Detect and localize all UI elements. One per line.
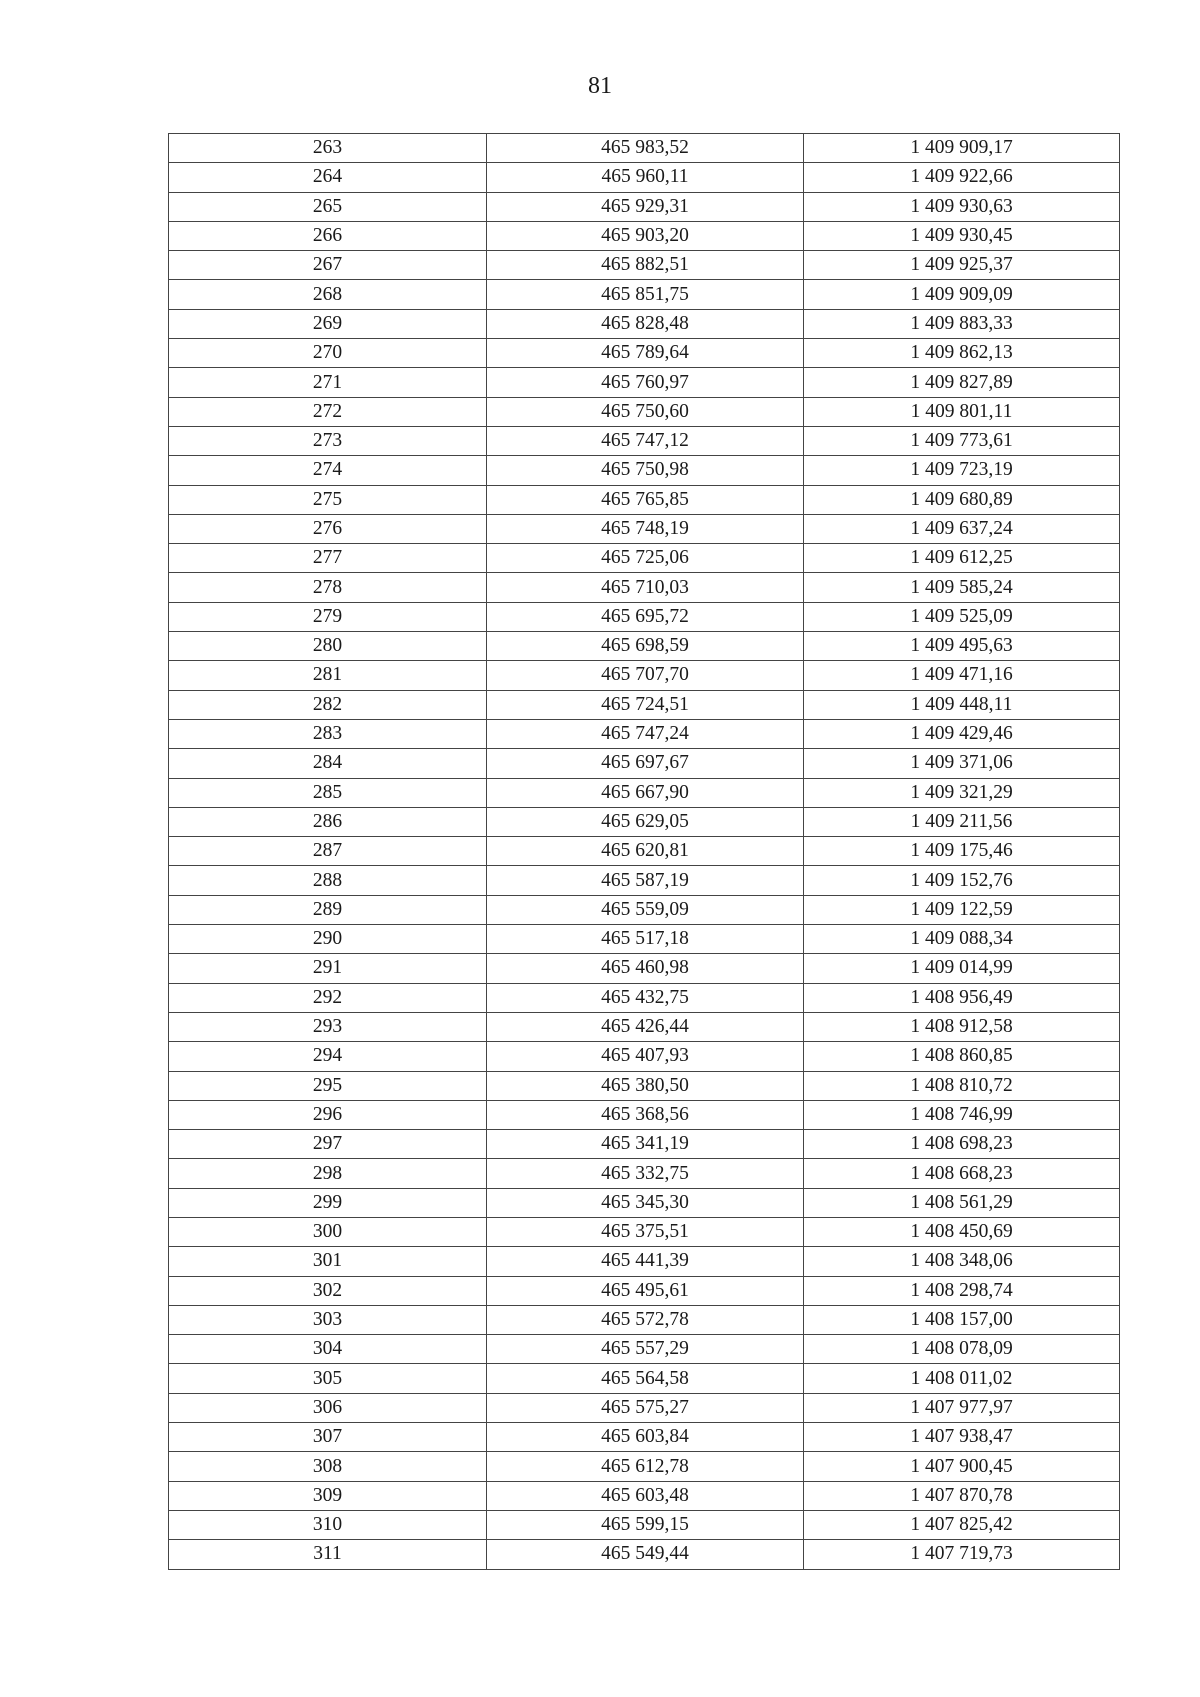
table-row (169, 1276, 1120, 1305)
x-coordinate-cell: 465 407,93 (487, 1042, 804, 1071)
x-coordinate-cell: 465 426,44 (487, 1012, 804, 1041)
table-row (169, 895, 1120, 924)
point-number-cell: 267 (169, 251, 487, 280)
table-row (169, 661, 1120, 690)
y-coordinate-cell: 1 407 938,47 (804, 1423, 1120, 1452)
table-row (169, 309, 1120, 338)
table-row (169, 1393, 1120, 1422)
y-coordinate-cell: 1 409 122,59 (804, 895, 1120, 924)
y-coordinate-cell: 1 409 909,17 (804, 134, 1120, 163)
point-number-cell: 309 (169, 1481, 487, 1510)
y-coordinate-cell: 1 408 011,02 (804, 1364, 1120, 1393)
y-coordinate-cell: 1 408 348,06 (804, 1247, 1120, 1276)
point-number-cell: 290 (169, 925, 487, 954)
x-coordinate-cell: 465 572,78 (487, 1305, 804, 1334)
table-row (169, 134, 1120, 163)
table-row (169, 837, 1120, 866)
point-number-cell: 281 (169, 661, 487, 690)
point-number-cell: 274 (169, 456, 487, 485)
point-number-cell: 299 (169, 1188, 487, 1217)
x-coordinate-cell: 465 851,75 (487, 280, 804, 309)
point-number-cell: 282 (169, 690, 487, 719)
point-number-cell: 266 (169, 221, 487, 250)
x-coordinate-cell: 465 828,48 (487, 309, 804, 338)
x-coordinate-cell: 465 341,19 (487, 1130, 804, 1159)
y-coordinate-cell: 1 408 746,99 (804, 1100, 1120, 1129)
table-row (169, 749, 1120, 778)
y-coordinate-cell: 1 409 448,11 (804, 690, 1120, 719)
point-number-cell: 301 (169, 1247, 487, 1276)
table-row (169, 1247, 1120, 1276)
x-coordinate-cell: 465 495,61 (487, 1276, 804, 1305)
y-coordinate-cell: 1 409 612,25 (804, 544, 1120, 573)
point-number-cell: 272 (169, 397, 487, 426)
table-row (169, 1335, 1120, 1364)
y-coordinate-cell: 1 408 450,69 (804, 1217, 1120, 1246)
point-number-cell: 283 (169, 719, 487, 748)
point-number-cell: 264 (169, 163, 487, 192)
x-coordinate-cell: 465 725,06 (487, 544, 804, 573)
y-coordinate-cell: 1 409 862,13 (804, 339, 1120, 368)
y-coordinate-cell: 1 408 860,85 (804, 1042, 1120, 1071)
x-coordinate-cell: 465 960,11 (487, 163, 804, 192)
x-coordinate-cell: 465 575,27 (487, 1393, 804, 1422)
point-number-cell: 291 (169, 954, 487, 983)
x-coordinate-cell: 465 747,24 (487, 719, 804, 748)
x-coordinate-cell: 465 698,59 (487, 632, 804, 661)
table-row (169, 866, 1120, 895)
x-coordinate-cell: 465 750,60 (487, 397, 804, 426)
x-coordinate-cell: 465 557,29 (487, 1335, 804, 1364)
point-number-cell: 287 (169, 837, 487, 866)
point-number-cell: 265 (169, 192, 487, 221)
y-coordinate-cell: 1 409 585,24 (804, 573, 1120, 602)
x-coordinate-cell: 465 332,75 (487, 1159, 804, 1188)
table-row (169, 1071, 1120, 1100)
point-number-cell: 295 (169, 1071, 487, 1100)
x-coordinate-cell: 465 724,51 (487, 690, 804, 719)
table-row (169, 280, 1120, 309)
table-row (169, 163, 1120, 192)
point-number-cell: 308 (169, 1452, 487, 1481)
x-coordinate-cell: 465 747,12 (487, 426, 804, 455)
y-coordinate-cell: 1 408 698,23 (804, 1130, 1120, 1159)
point-number-cell: 292 (169, 983, 487, 1012)
point-number-cell: 271 (169, 368, 487, 397)
y-coordinate-cell: 1 409 471,16 (804, 661, 1120, 690)
table-row (169, 192, 1120, 221)
point-number-cell: 294 (169, 1042, 487, 1071)
point-number-cell: 302 (169, 1276, 487, 1305)
y-coordinate-cell: 1 408 668,23 (804, 1159, 1120, 1188)
x-coordinate-cell: 465 517,18 (487, 925, 804, 954)
y-coordinate-cell: 1 409 883,33 (804, 309, 1120, 338)
y-coordinate-cell: 1 409 801,11 (804, 397, 1120, 426)
x-coordinate-cell: 465 629,05 (487, 807, 804, 836)
point-number-cell: 300 (169, 1217, 487, 1246)
table-row (169, 1042, 1120, 1071)
point-number-cell: 297 (169, 1130, 487, 1159)
table-row (169, 426, 1120, 455)
table-row (169, 456, 1120, 485)
y-coordinate-cell: 1 409 014,99 (804, 954, 1120, 983)
table-row (169, 1130, 1120, 1159)
y-coordinate-cell: 1 408 810,72 (804, 1071, 1120, 1100)
page-number: 81 (588, 73, 612, 99)
table-row (169, 983, 1120, 1012)
table-row (169, 1364, 1120, 1393)
table-row (169, 602, 1120, 631)
y-coordinate-cell: 1 408 157,00 (804, 1305, 1120, 1334)
y-coordinate-cell: 1 407 870,78 (804, 1481, 1120, 1510)
point-number-cell: 275 (169, 485, 487, 514)
coordinates-table (168, 133, 1120, 1570)
x-coordinate-cell: 465 432,75 (487, 983, 804, 1012)
point-number-cell: 305 (169, 1364, 487, 1393)
y-coordinate-cell: 1 409 429,46 (804, 719, 1120, 748)
point-number-cell: 276 (169, 514, 487, 543)
point-number-cell: 307 (169, 1423, 487, 1452)
table-row (169, 1012, 1120, 1041)
table-row (169, 1100, 1120, 1129)
x-coordinate-cell: 465 603,48 (487, 1481, 804, 1510)
x-coordinate-cell: 465 882,51 (487, 251, 804, 280)
table-row (169, 954, 1120, 983)
table-row (169, 485, 1120, 514)
x-coordinate-cell: 465 549,44 (487, 1540, 804, 1569)
y-coordinate-cell: 1 407 977,97 (804, 1393, 1120, 1422)
x-coordinate-cell: 465 375,51 (487, 1217, 804, 1246)
point-number-cell: 293 (169, 1012, 487, 1041)
x-coordinate-cell: 465 710,03 (487, 573, 804, 602)
x-coordinate-cell: 465 765,85 (487, 485, 804, 514)
x-coordinate-cell: 465 748,19 (487, 514, 804, 543)
y-coordinate-cell: 1 407 719,73 (804, 1540, 1120, 1569)
y-coordinate-cell: 1 409 773,61 (804, 426, 1120, 455)
table-row (169, 1159, 1120, 1188)
point-number-cell: 263 (169, 134, 487, 163)
x-coordinate-cell: 465 903,20 (487, 221, 804, 250)
y-coordinate-cell: 1 408 561,29 (804, 1188, 1120, 1217)
point-number-cell: 310 (169, 1510, 487, 1539)
point-number-cell: 296 (169, 1100, 487, 1129)
x-coordinate-cell: 465 345,30 (487, 1188, 804, 1217)
point-number-cell: 311 (169, 1540, 487, 1569)
y-coordinate-cell: 1 409 930,63 (804, 192, 1120, 221)
point-number-cell: 268 (169, 280, 487, 309)
table-row (169, 1188, 1120, 1217)
y-coordinate-cell: 1 409 930,45 (804, 221, 1120, 250)
x-coordinate-cell: 465 612,78 (487, 1452, 804, 1481)
y-coordinate-cell: 1 409 525,09 (804, 602, 1120, 631)
point-number-cell: 288 (169, 866, 487, 895)
y-coordinate-cell: 1 409 088,34 (804, 925, 1120, 954)
coordinates-table-body (169, 134, 1120, 1570)
point-number-cell: 280 (169, 632, 487, 661)
table-row (169, 514, 1120, 543)
x-coordinate-cell: 465 667,90 (487, 778, 804, 807)
table-row (169, 778, 1120, 807)
y-coordinate-cell: 1 409 723,19 (804, 456, 1120, 485)
table-row (169, 1540, 1120, 1569)
x-coordinate-cell: 465 368,56 (487, 1100, 804, 1129)
x-coordinate-cell: 465 587,19 (487, 866, 804, 895)
y-coordinate-cell: 1 409 371,06 (804, 749, 1120, 778)
table-row (169, 807, 1120, 836)
point-number-cell: 273 (169, 426, 487, 455)
y-coordinate-cell: 1 409 637,24 (804, 514, 1120, 543)
point-number-cell: 279 (169, 602, 487, 631)
point-number-cell: 306 (169, 1393, 487, 1422)
x-coordinate-cell: 465 760,97 (487, 368, 804, 397)
y-coordinate-cell: 1 409 321,29 (804, 778, 1120, 807)
point-number-cell: 277 (169, 544, 487, 573)
x-coordinate-cell: 465 983,52 (487, 134, 804, 163)
y-coordinate-cell: 1 409 211,56 (804, 807, 1120, 836)
table-row (169, 1481, 1120, 1510)
x-coordinate-cell: 465 564,58 (487, 1364, 804, 1393)
y-coordinate-cell: 1 409 922,66 (804, 163, 1120, 192)
y-coordinate-cell: 1 407 825,42 (804, 1510, 1120, 1539)
y-coordinate-cell: 1 407 900,45 (804, 1452, 1120, 1481)
y-coordinate-cell: 1 409 495,63 (804, 632, 1120, 661)
table-row (169, 1217, 1120, 1246)
x-coordinate-cell: 465 750,98 (487, 456, 804, 485)
table-row (169, 690, 1120, 719)
point-number-cell: 278 (169, 573, 487, 602)
table-row (169, 719, 1120, 748)
y-coordinate-cell: 1 408 956,49 (804, 983, 1120, 1012)
y-coordinate-cell: 1 409 925,37 (804, 251, 1120, 280)
table-row (169, 397, 1120, 426)
table-row (169, 221, 1120, 250)
table-row (169, 1452, 1120, 1481)
x-coordinate-cell: 465 929,31 (487, 192, 804, 221)
x-coordinate-cell: 465 603,84 (487, 1423, 804, 1452)
point-number-cell: 303 (169, 1305, 487, 1334)
point-number-cell: 284 (169, 749, 487, 778)
point-number-cell: 304 (169, 1335, 487, 1364)
table-row (169, 339, 1120, 368)
point-number-cell: 285 (169, 778, 487, 807)
y-coordinate-cell: 1 409 680,89 (804, 485, 1120, 514)
x-coordinate-cell: 465 599,15 (487, 1510, 804, 1539)
x-coordinate-cell: 465 380,50 (487, 1071, 804, 1100)
y-coordinate-cell: 1 408 912,58 (804, 1012, 1120, 1041)
point-number-cell: 270 (169, 339, 487, 368)
y-coordinate-cell: 1 409 827,89 (804, 368, 1120, 397)
point-number-cell: 286 (169, 807, 487, 836)
x-coordinate-cell: 465 707,70 (487, 661, 804, 690)
table-row (169, 1423, 1120, 1452)
x-coordinate-cell: 465 620,81 (487, 837, 804, 866)
table-row (169, 925, 1120, 954)
table-row (169, 1510, 1120, 1539)
y-coordinate-cell: 1 408 298,74 (804, 1276, 1120, 1305)
y-coordinate-cell: 1 409 175,46 (804, 837, 1120, 866)
x-coordinate-cell: 465 559,09 (487, 895, 804, 924)
point-number-cell: 269 (169, 309, 487, 338)
x-coordinate-cell: 465 695,72 (487, 602, 804, 631)
x-coordinate-cell: 465 460,98 (487, 954, 804, 983)
y-coordinate-cell: 1 409 152,76 (804, 866, 1120, 895)
table-row (169, 632, 1120, 661)
point-number-cell: 289 (169, 895, 487, 924)
table-row (169, 1305, 1120, 1334)
x-coordinate-cell: 465 441,39 (487, 1247, 804, 1276)
y-coordinate-cell: 1 408 078,09 (804, 1335, 1120, 1364)
x-coordinate-cell: 465 789,64 (487, 339, 804, 368)
table-row (169, 251, 1120, 280)
y-coordinate-cell: 1 409 909,09 (804, 280, 1120, 309)
table-row (169, 573, 1120, 602)
table-row (169, 368, 1120, 397)
table-row (169, 544, 1120, 573)
point-number-cell: 298 (169, 1159, 487, 1188)
x-coordinate-cell: 465 697,67 (487, 749, 804, 778)
